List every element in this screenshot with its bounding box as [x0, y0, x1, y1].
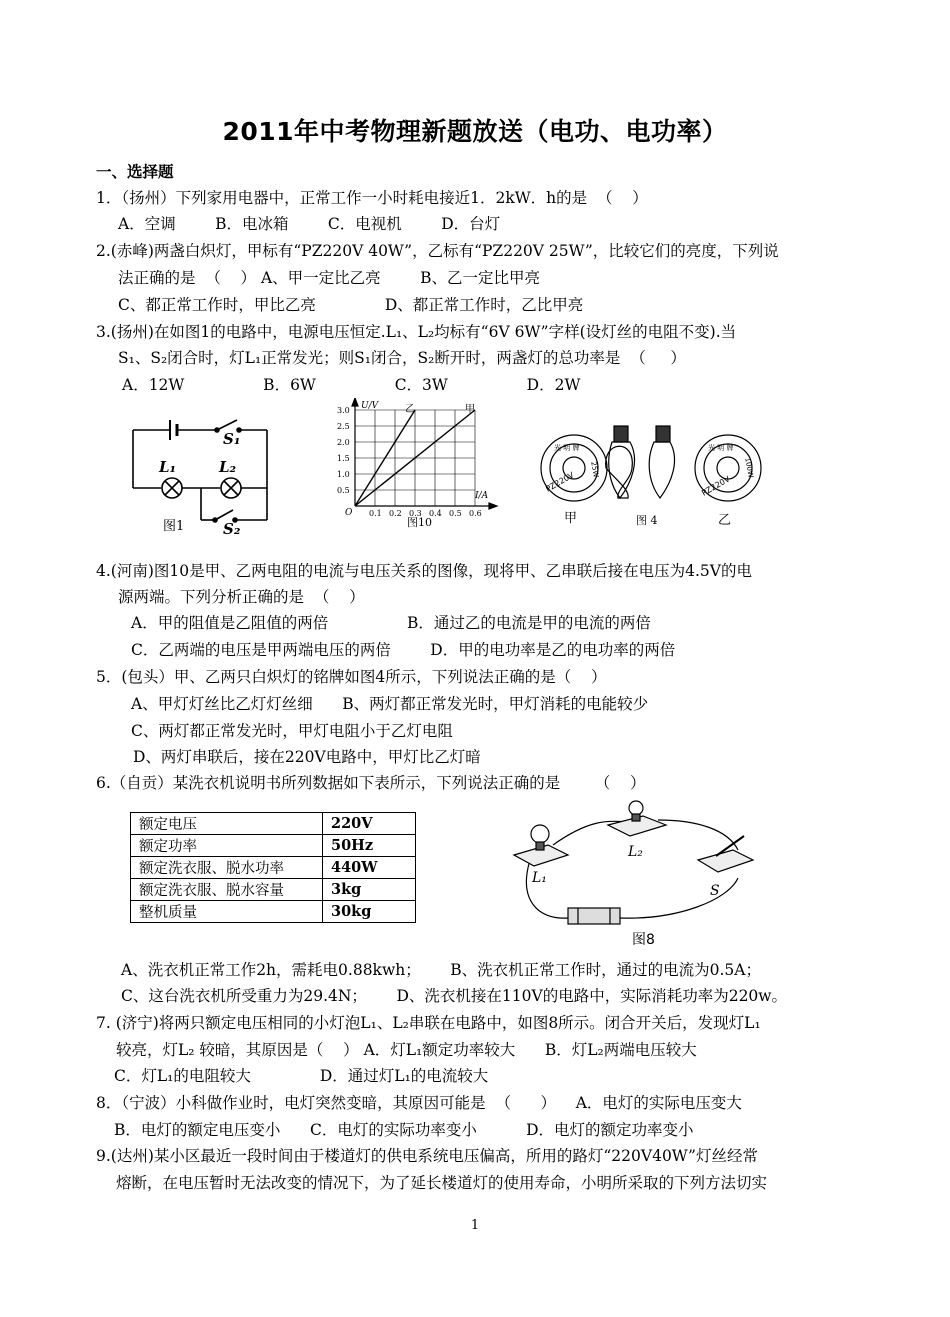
brand-label-b: 光 明 牌 [708, 444, 734, 452]
x-tick-label: 0.1 [369, 509, 382, 518]
x-tick-label: 0.6 [469, 509, 482, 518]
switch-s1-label: S₁ [223, 430, 241, 448]
text-line: A．空调 B．电冰箱 C．电视机 D．台灯 [118, 215, 501, 233]
spec-key: 额定功率 [131, 835, 323, 857]
spec-key: 额定洗衣服、脱水容量 [131, 879, 323, 901]
y-tick-label: 2.0 [337, 438, 350, 447]
x-tick-label: 0.2 [389, 509, 402, 518]
text-line: S₁、S₂闭合时，灯L₁正常发光；则S₁闭合，S₂断开时，两盏灯的总功率是 （ ） [118, 349, 686, 367]
spec-value: 220V [323, 813, 416, 835]
lamp-b-rating: PZ220V [700, 474, 732, 498]
text-line: 5．(包头）甲、乙两只白炽灯的铭牌如图4所示，下列说法正确的是（ ） [96, 668, 607, 686]
figure-4-lamps [536, 420, 766, 530]
figure-10-caption: 图10 [407, 516, 432, 529]
text-line: A．甲的阻值是乙阻值的两倍 B．通过乙的电流是甲的电流的两倍 [131, 614, 651, 632]
lamp-l2-label: L₂ [219, 458, 237, 476]
origin-label: O [345, 508, 353, 518]
section-heading: 一、选择题 [96, 162, 174, 181]
text-line: 6.（自贡）某洗衣机说明书所列数据如下表所示，下列说法正确的是 （ ） [96, 774, 646, 792]
text-line: A、洗衣机正常工作2h，需耗电0.88kwh； B、洗衣机正常工作时，通过的电流为0.5A； [121, 961, 761, 979]
table-row [131, 857, 416, 879]
lamp-l1-label: L₁ [532, 870, 547, 886]
text-line: 较亮，灯L₂ 较暗，其原因是（ ） A．灯L₁额定功率较大 B．灯L₂两端电压较大 [116, 1041, 697, 1059]
spec-value: 50Hz [323, 835, 416, 857]
switch-s2-label: S₂ [223, 520, 241, 537]
text-line: 1．（扬州）下列家用电器中，正常工作一小时耗电接近1．2kW．h的是 （ ） [96, 189, 648, 207]
x-tick-label: 0.5 [449, 509, 462, 518]
spec-value: 3kg [323, 879, 416, 901]
y-axis-label: U/V [361, 401, 379, 411]
figure-10-graph [325, 398, 505, 533]
text-line: C、都正常工作时，甲比乙亮 D、都正常工作时，乙比甲亮 [118, 296, 584, 314]
spec-key: 额定洗衣服、脱水功率 [131, 857, 323, 879]
x-tick-label: 0.4 [429, 509, 442, 518]
figure-8-circuit [508, 800, 758, 950]
page-title: 2011年中考物理新题放送（电功、电功率） [222, 117, 728, 146]
spec-value: 30kg [323, 901, 416, 923]
table-row [131, 901, 416, 923]
table-row [131, 813, 416, 835]
label-yi: 乙 [718, 513, 732, 528]
text-line: A．12W B．6W C．3W D．2W [122, 376, 581, 394]
x-tick-label: 0.3 [409, 509, 422, 518]
text-line: 熔断，在电压暂时无法改变的情况下，为了延长楼道灯的使用寿命，小明所采取的下列方法切实 [116, 1174, 768, 1192]
lamp-b-watt: 100W [743, 457, 755, 479]
switch-s-label: S [710, 883, 720, 899]
lamp-l1-label: L₁ [159, 458, 177, 476]
lamp-a-rating: PZ220V [544, 470, 576, 494]
spec-key: 整机质量 [131, 901, 323, 923]
series-label-yi: 乙 [405, 404, 415, 415]
text-line: B．电灯的额定电压变小 C．电灯的实际功率变小 D．电灯的额定功率变小 [114, 1121, 694, 1139]
y-tick-label: 0.5 [337, 486, 350, 495]
text-line: 8．（宁波）小科做作业时，电灯突然变暗，其原因可能是 （ ） A．电灯的实际电压变大 [96, 1094, 742, 1112]
text-line: 法正确的是 （ ） A、甲一定比乙亮 B、乙一定比甲亮 [118, 269, 540, 287]
y-tick-label: 1.0 [337, 470, 350, 479]
brand-label-a: 光 明 牌 [554, 444, 580, 452]
label-jia: 甲 [564, 511, 578, 526]
washer-spec-table [130, 812, 416, 923]
text-line: C．乙两端的电压是甲两端电压的两倍 D．甲的电功率是乙的电功率的两倍 [131, 641, 676, 659]
figure-4-caption: 图 4 [636, 514, 658, 527]
text-line: C、两灯都正常发光时，甲灯电阻小于乙灯电阻 [131, 722, 453, 740]
x-axis-label: I/A [475, 491, 489, 501]
spec-key: 额定电压 [131, 813, 323, 835]
text-line: 7. (济宁)将两只额定电压相同的小灯泡L₁、L₂串联在电路中，如图8所示。闭合开关后，发现灯L₁ [96, 1014, 761, 1032]
text-line: A、甲灯灯丝比乙灯灯丝细 B、两灯都正常发光时，甲灯消耗的电能较少 [131, 695, 649, 713]
table-row [131, 879, 416, 901]
text-line: 4.(河南)图10是甲、乙两电阻的电流与电压关系的图像，现将甲、乙串联后接在电压为4.5V的电 [96, 562, 752, 580]
text-line: 源两端。下列分析正确的是 （ ） [118, 588, 365, 606]
figure-1-caption: 图1 [163, 519, 185, 534]
lamp-l2-label: L₂ [628, 844, 643, 860]
spec-value: 440W [323, 857, 416, 879]
text-line: 2.(赤峰)两盏白炽灯，甲标有“PZ220V 40W”，乙标有“PZ220V 25W”，比较它们的亮度，下列说 [96, 242, 779, 260]
text-line: D、两灯串联后，接在220V电路中，甲灯比乙灯暗 [133, 748, 481, 766]
text-line: 3.(扬州)在如图1的电路中，电源电压恒定.L₁、L₂均标有“6V 6W”字样(设灯丝的电阻不变).当 [96, 323, 737, 341]
figure-1-circuit [125, 412, 275, 537]
y-tick-label: 2.5 [337, 422, 350, 431]
text-line: 9.(达州)某小区最近一段时间由于楼道灯的供电系统电压偏高，所用的路灯“220V40W”灯丝经常 [96, 1147, 758, 1165]
page-number: 1 [470, 1218, 480, 1233]
text-line: C．灯L₁的电阻较大 D．通过灯L₁的电流较大 [114, 1067, 489, 1085]
y-tick-label: 3.0 [337, 406, 350, 415]
text-line: C、这台洗衣机所受重力为29.4N； D、洗衣机接在110V的电路中，实际消耗功率为220w。 [121, 987, 788, 1005]
figure-8-caption: 图8 [632, 932, 655, 948]
series-label-jia: 甲 [465, 404, 475, 415]
table-row [131, 835, 416, 857]
lamp-a-watt: 25W [589, 461, 600, 479]
y-tick-label: 1.5 [337, 454, 350, 463]
